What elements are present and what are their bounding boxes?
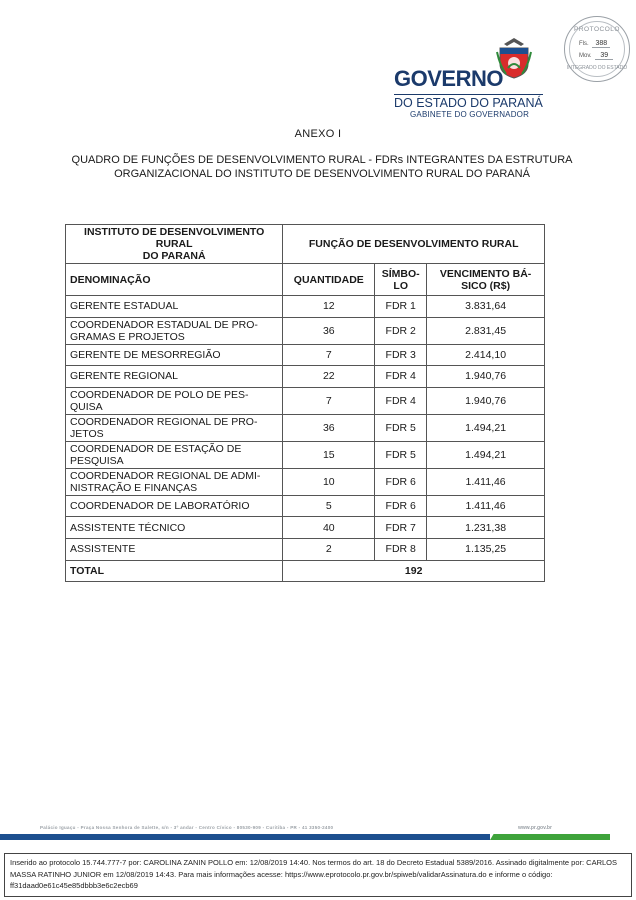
row-name-line: GERENTE ESTADUAL xyxy=(70,300,179,313)
row-name-line: JETOS xyxy=(70,427,104,440)
document-heading: QUADRO DE FUNÇÕES DE DESENVOLVIMENTO RURAL - FDRs INTEGRANTES DA ESTRUTURA ORGANIZACIONAL DO INSTITUTO DE DESENVOLVIMENTO RURAL DO PARANÁ xyxy=(71,154,573,180)
row-quantity: 2 xyxy=(283,538,375,560)
stamp-fls-label: Fls. xyxy=(579,41,589,47)
col-salary xyxy=(427,264,545,296)
row-quantity: 22 xyxy=(283,366,375,388)
col-salary-line: SICO (R$) xyxy=(461,279,511,292)
row-name-line: COORDENADOR ESTADUAL DE PRO- xyxy=(70,318,258,331)
row-name-line: QUISA xyxy=(70,400,103,413)
row-salary: 1.940,76 xyxy=(427,366,545,388)
institute-header-line: INSTITUTO DE DESENVOLVIMENTO xyxy=(84,226,265,238)
stamp-bottom-text: INTEGRADO DO ESTADO xyxy=(566,65,628,71)
total-label: TOTAL xyxy=(66,560,283,581)
table-row xyxy=(66,468,545,495)
row-symbol: FDR 8 xyxy=(375,538,427,560)
table-row xyxy=(66,387,545,414)
row-quantity: 5 xyxy=(283,495,375,517)
row-symbol: FDR 4 xyxy=(375,387,427,414)
row-name-line: COORDENADOR REGIONAL DE PRO- xyxy=(70,415,258,428)
row-denomination xyxy=(66,344,283,366)
row-denomination xyxy=(66,296,283,318)
stamp-top-text: PROTOCOLO xyxy=(574,26,620,33)
footer-bar-end xyxy=(610,834,636,840)
total-value: 192 xyxy=(283,560,545,581)
stamp-mov-label: Mov. xyxy=(579,53,592,59)
row-salary: 1.411,46 xyxy=(427,468,545,495)
table-row xyxy=(66,296,545,318)
footer-bar-blue xyxy=(0,834,490,840)
table-total-row xyxy=(66,560,545,581)
col-quantity: QUANTIDADE xyxy=(283,264,375,296)
row-symbol: FDR 2 xyxy=(375,317,427,344)
row-name-line: COORDENADOR DE ESTAÇÃO DE xyxy=(70,442,242,455)
row-denomination xyxy=(66,366,283,388)
logo-state: DO ESTADO DO PARANÁ xyxy=(394,96,543,110)
table-row xyxy=(66,344,545,366)
row-denomination xyxy=(66,468,283,495)
footer-color-bar xyxy=(0,834,636,840)
row-quantity: 36 xyxy=(283,414,375,441)
stamp-fls-row xyxy=(579,40,610,48)
table-header-row-1 xyxy=(66,225,545,264)
table-row xyxy=(66,495,545,517)
col-symbol-line: SÍMBO- xyxy=(381,267,420,280)
row-name-line: GRAMAS E PROJETOS xyxy=(70,330,185,343)
row-denomination xyxy=(66,387,283,414)
table-row xyxy=(66,441,545,468)
row-quantity: 36 xyxy=(283,317,375,344)
stamp-mov-row xyxy=(579,52,613,60)
row-quantity: 15 xyxy=(283,441,375,468)
row-name-line: COORDENADOR DE POLO DE PES- xyxy=(70,388,249,401)
row-name-line: ASSISTENTE TÉCNICO xyxy=(70,521,186,534)
row-name-line: ASSISTENTE xyxy=(70,543,136,556)
row-denomination xyxy=(66,441,283,468)
row-salary: 2.831,45 xyxy=(427,317,545,344)
row-symbol: FDR 5 xyxy=(375,414,427,441)
institute-header xyxy=(66,225,283,264)
row-denomination xyxy=(66,317,283,344)
table-row xyxy=(66,414,545,441)
government-logo xyxy=(390,36,560,120)
col-symbol xyxy=(375,264,427,296)
row-salary: 3.831,64 xyxy=(427,296,545,318)
row-salary: 1.494,21 xyxy=(427,441,545,468)
table-row xyxy=(66,317,545,344)
row-salary: 1.494,21 xyxy=(427,414,545,441)
functions-table xyxy=(65,224,545,582)
stamp-mov-value: 39 xyxy=(595,52,613,60)
row-denomination xyxy=(66,414,283,441)
institute-header-line: DO PARANÁ xyxy=(142,250,206,262)
row-symbol: FDR 5 xyxy=(375,441,427,468)
row-denomination xyxy=(66,538,283,560)
row-salary: 1.231,38 xyxy=(427,517,545,539)
row-name-line: COORDENADOR REGIONAL DE ADMI- xyxy=(70,469,261,482)
footer-bar-green xyxy=(490,834,610,840)
row-quantity: 7 xyxy=(283,344,375,366)
row-name-line: PESQUISA xyxy=(70,454,124,467)
footer-address: Palácio Iguaçu - Praça Nossa Senhora de Salette, s/n - 3º andar - Centro Cívico - 80530-909 - Curitiba - PR - 41 3350-2400 xyxy=(40,825,334,830)
stamp-fls-value: 388 xyxy=(592,40,610,48)
row-salary: 1.411,46 xyxy=(427,495,545,517)
row-symbol: FDR 6 xyxy=(375,468,427,495)
table-header-row-2 xyxy=(66,264,545,296)
row-quantity: 10 xyxy=(283,468,375,495)
row-quantity: 7 xyxy=(283,387,375,414)
table-row xyxy=(66,517,545,539)
protocol-stamp xyxy=(564,16,630,82)
row-name-line: NISTRAÇÃO E FINANÇAS xyxy=(70,481,198,494)
row-salary: 2.414,10 xyxy=(427,344,545,366)
row-symbol: FDR 7 xyxy=(375,517,427,539)
logo-office: GABINETE DO GOVERNADOR xyxy=(410,110,530,119)
row-quantity: 40 xyxy=(283,517,375,539)
logo-governo: GOVERNO xyxy=(394,66,503,91)
table-row xyxy=(66,366,545,388)
row-name-line: COORDENADOR DE LABORATÓRIO xyxy=(70,500,250,513)
row-name-line: GERENTE DE MESORREGIÃO xyxy=(70,348,221,361)
function-header: FUNÇÃO DE DESENVOLVIMENTO RURAL xyxy=(283,225,545,264)
row-symbol: FDR 4 xyxy=(375,366,427,388)
row-symbol: FDR 1 xyxy=(375,296,427,318)
col-salary-line: VENCIMENTO BÁ- xyxy=(439,267,532,280)
col-denomination: DENOMINAÇÃO xyxy=(66,264,283,296)
protocol-box: Inserido ao protocolo 15.744.777-7 por: CAROLINA ZANIN POLLO em: 12/08/2019 14:40. Nos termos do art. 18 do Decreto Estadual 5389/2016. Assinado digitalmente por: CARLOS MASSA RATINHO JUNIOR em 12/08/2019 14:43. Para mais informações acesse: https://www.eprotocolo.pr.gov.br/spiweb/validarAssinatura.do e informe o código: ff31daad0e61c45e85dbbb3e6c2ecb69 xyxy=(4,853,632,897)
row-salary: 1.135,25 xyxy=(427,538,545,560)
annex-title: ANEXO I xyxy=(294,128,342,140)
row-symbol: FDR 3 xyxy=(375,344,427,366)
footer-site: www.pr.gov.br xyxy=(518,825,552,831)
row-name-line: GERENTE REGIONAL xyxy=(70,370,178,383)
table-row xyxy=(66,538,545,560)
row-denomination xyxy=(66,495,283,517)
row-quantity: 12 xyxy=(283,296,375,318)
col-symbol-line: LO xyxy=(393,279,409,292)
row-salary: 1.940,76 xyxy=(427,387,545,414)
institute-header-line: RURAL xyxy=(155,238,193,250)
row-denomination xyxy=(66,517,283,539)
row-symbol: FDR 6 xyxy=(375,495,427,517)
